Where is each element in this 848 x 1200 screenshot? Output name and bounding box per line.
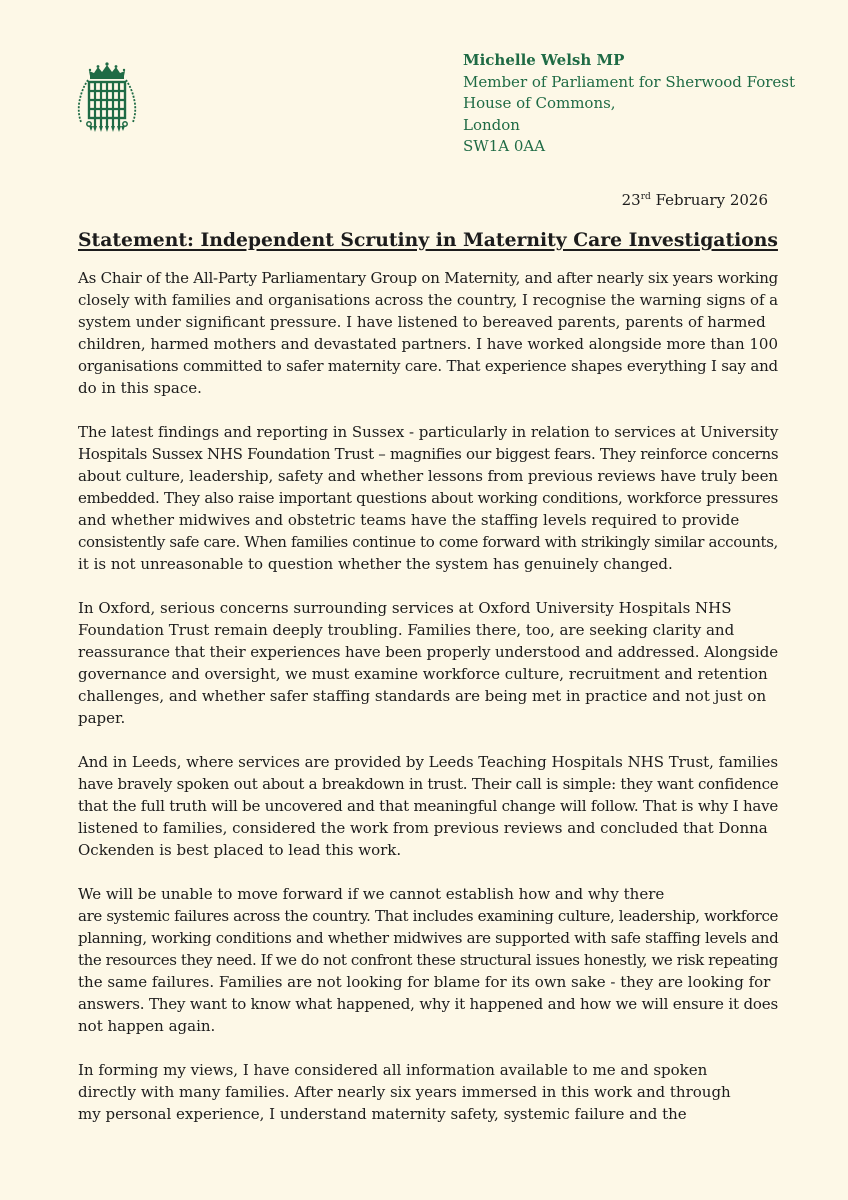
portcullis-crest-icon bbox=[76, 62, 138, 134]
address-city: London bbox=[463, 115, 520, 134]
text-line: planning, working conditions and whether midwives are supported with safe staffing levels and bbox=[78, 929, 779, 947]
paragraph bbox=[78, 751, 778, 861]
text-line: We will be unable to move forward if we cannot establish how and why there bbox=[78, 885, 665, 903]
paragraph bbox=[78, 883, 778, 1037]
text-line: directly with many families. After nearly six years immersed in this work and through bbox=[78, 1083, 731, 1101]
mp-name: Michelle Welsh MP bbox=[463, 51, 625, 69]
text-line: about culture, leadership, safety and whether lessons from previous reviews have truly been bbox=[78, 467, 779, 485]
statement-body bbox=[78, 267, 778, 1147]
address-postcode: SW1A 0AA bbox=[463, 137, 546, 155]
address-house: House of Commons, bbox=[463, 94, 616, 112]
text-line: Ockenden is best placed to lead this work. bbox=[78, 841, 402, 859]
text-line: it is not unreasonable to question whether the system has genuinely changed. bbox=[78, 555, 673, 573]
paragraph bbox=[78, 421, 778, 575]
text-line: Foundation Trust remain deeply troubling. Families there, too, are seeking clarity and bbox=[78, 621, 735, 639]
text-line: challenges, and whether safer staffing standards are being met in practice and not just on bbox=[78, 687, 767, 705]
text-line: my personal experience, I understand maternity safety, systemic failure and the bbox=[78, 1105, 687, 1123]
text-line: do in this space. bbox=[78, 379, 202, 397]
text-line: system under significant pressure. I have listened to bereaved parents, parents of harmed bbox=[78, 313, 766, 331]
text-line: answers. They want to know what happened, why it happened and how we will ensure it does bbox=[78, 995, 779, 1013]
text-line: not happen again. bbox=[78, 1017, 216, 1035]
text-line: governance and oversight, we must examine workforce culture, recruitment and retention bbox=[78, 665, 768, 683]
text-line: the resources they need. If we do not confront these structural issues honestly, we risk repeating bbox=[78, 951, 778, 969]
text-line: the same failures. Families are not looking for blame for its own sake - they are looking for bbox=[78, 973, 771, 991]
text-line: listened to families, considered the work from previous reviews and concluded that Donna bbox=[78, 819, 768, 837]
text-line: organisations committed to safer maternity care. That experience shapes everything I say and bbox=[78, 357, 778, 375]
letter-date bbox=[622, 190, 768, 211]
text-line: embedded. They also raise important questions about working conditions, workforce pressures bbox=[78, 489, 779, 507]
paragraph bbox=[78, 1059, 778, 1125]
text-line: children, harmed mothers and devastated partners. I have worked alongside more than 100 bbox=[78, 335, 778, 353]
text-line: paper. bbox=[78, 709, 126, 727]
date-day: 23 bbox=[621, 191, 641, 209]
statement-title: Statement: Independent Scrutiny in Maternity Care Investigations bbox=[78, 229, 778, 251]
text-line: In forming my views, I have considered all information available to me and spoken bbox=[78, 1061, 708, 1079]
text-line: And in Leeds, where services are provided by Leeds Teaching Hospitals NHS Trust, families bbox=[78, 753, 778, 771]
text-line: consistently safe care. When families continue to come forward with strikingly similar accounts, bbox=[78, 533, 778, 551]
text-line: The latest findings and reporting in Sussex - particularly in relation to services at University bbox=[78, 423, 779, 441]
text-line: Hospitals Sussex NHS Foundation Trust – magnifies our biggest fears. They reinforce concerns bbox=[78, 445, 779, 463]
date-suffix: rd bbox=[640, 192, 651, 202]
text-line: As Chair of the All-Party Parliamentary Group on Maternity, and after nearly six years working bbox=[78, 269, 779, 287]
date-month-year: February 2026 bbox=[655, 191, 768, 209]
text-line: have bravely spoken out about a breakdown in trust. Their call is simple: they want confidence bbox=[78, 775, 779, 793]
text-line: closely with families and organisations across the country, I recognise the warning signs of a bbox=[78, 291, 778, 309]
mp-address-block bbox=[463, 50, 795, 158]
text-line: In Oxford, serious concerns surrounding services at Oxford University Hospitals NHS bbox=[78, 599, 732, 617]
paragraph bbox=[78, 597, 778, 729]
paragraph bbox=[78, 267, 778, 399]
text-line: reassurance that their experiences have been properly understood and addressed. Alongside bbox=[78, 643, 779, 661]
mp-role: Member of Parliament for Sherwood Forest bbox=[463, 72, 796, 91]
parliament-portcullis-logo bbox=[76, 62, 138, 134]
text-line: are systemic failures across the country. That includes examining culture, leadership, workforce bbox=[78, 907, 779, 925]
text-line: and whether midwives and obstetric teams have the staffing levels required to provide bbox=[78, 511, 740, 529]
text-line: that the full truth will be uncovered and that meaningful change will follow. That is why I have bbox=[78, 797, 779, 815]
